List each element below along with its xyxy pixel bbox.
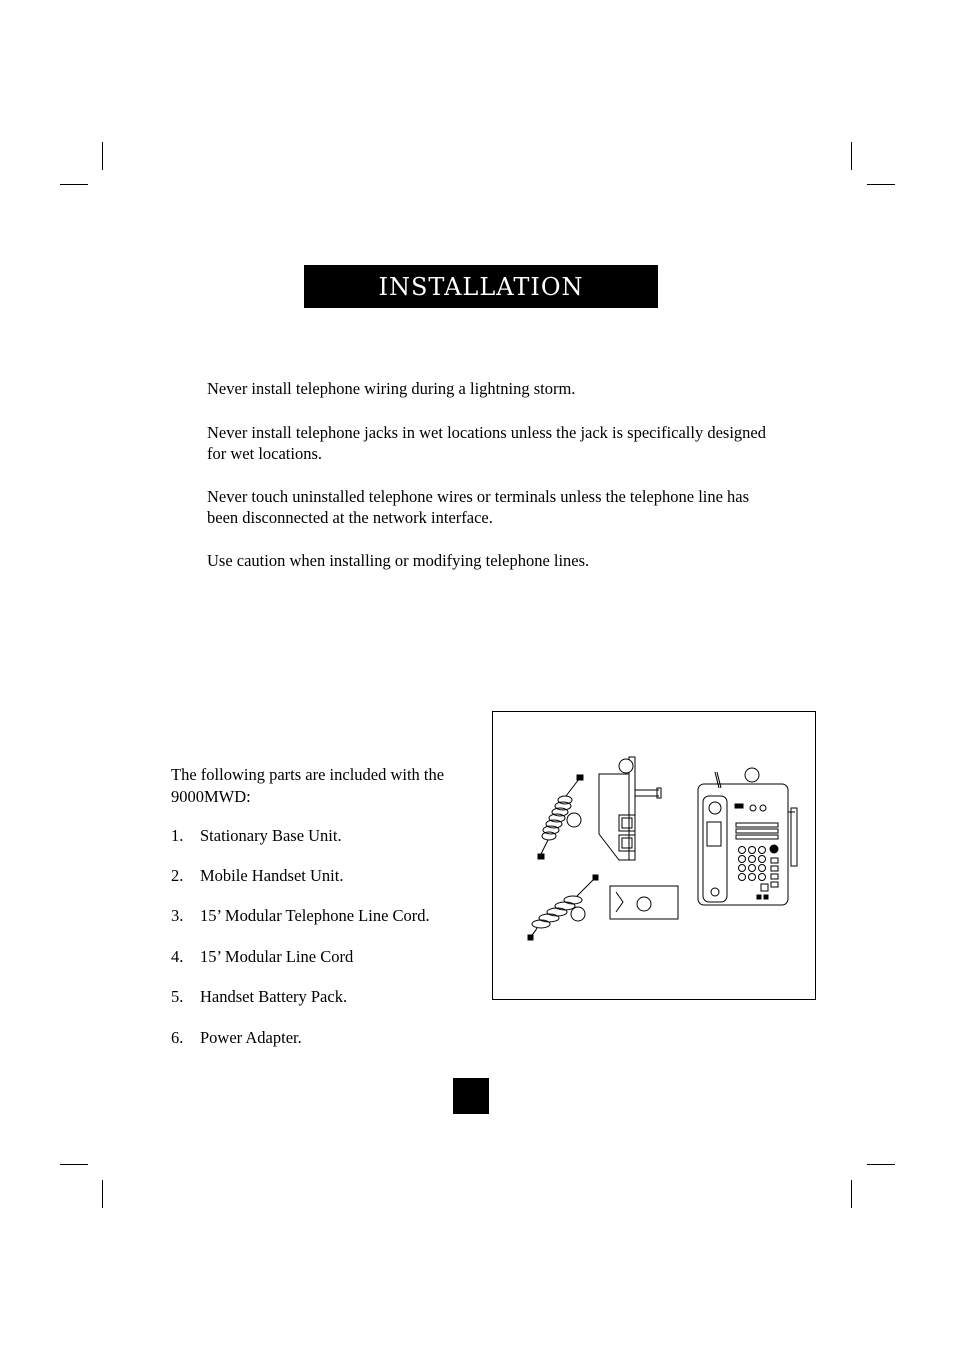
list-item [171,826,342,846]
line-cord-illustration [538,775,583,859]
parts-illustration [492,711,816,1000]
warning-paragraph: Never install telephone jacks in wet locations unless the jack is specifically designed for wet locations. [207,423,767,463]
warning-paragraph: Use caution when installing or modifying telephone lines. [207,551,590,570]
list-label: Handset Battery Pack. [200,987,348,1006]
list-label: 15’ Modular Telephone Line Cord. [200,906,430,925]
list-number: 4. [171,947,184,966]
crop-mark [867,184,895,185]
list-label: Mobile Handset Unit. [200,866,344,885]
section-title-banner [304,265,658,308]
crop-mark [60,1164,88,1165]
list-number: 5. [171,987,184,1006]
crop-mark [851,1180,852,1208]
list-number: 2. [171,866,184,885]
list-item [171,906,430,926]
crop-mark [102,1180,103,1208]
list-label: Power Adapter. [200,1028,302,1047]
page-title: INSTALLATION [378,272,584,301]
list-label: 15’ Modular Line Cord [200,947,354,966]
list-number: 1. [171,826,184,845]
page-number-box [453,1078,489,1114]
list-label: Stationary Base Unit. [200,826,342,845]
warning-paragraph: Never touch uninstalled telephone wires or terminals unless the telephone line has been disconnected at the network interface. [207,487,750,527]
list-number: 3. [171,906,184,925]
crop-mark [60,184,88,185]
list-item [171,947,353,967]
crop-mark [851,142,852,170]
line-cord-illustration [528,875,598,940]
warning-paragraph: Never install telephone wiring during a lightning storm. [207,379,576,398]
crop-mark [867,1164,895,1165]
list-item [171,866,343,886]
crop-mark [102,142,103,170]
power-adapter-illustration [599,757,661,860]
list-number: 6. [171,1028,184,1047]
parts-intro: The following parts are included with the 9000MWD: [171,765,445,806]
list-item [171,987,347,1007]
list-item [171,1028,302,1048]
battery-pack-illustration [610,886,678,919]
phone-base-illustration [698,768,797,905]
